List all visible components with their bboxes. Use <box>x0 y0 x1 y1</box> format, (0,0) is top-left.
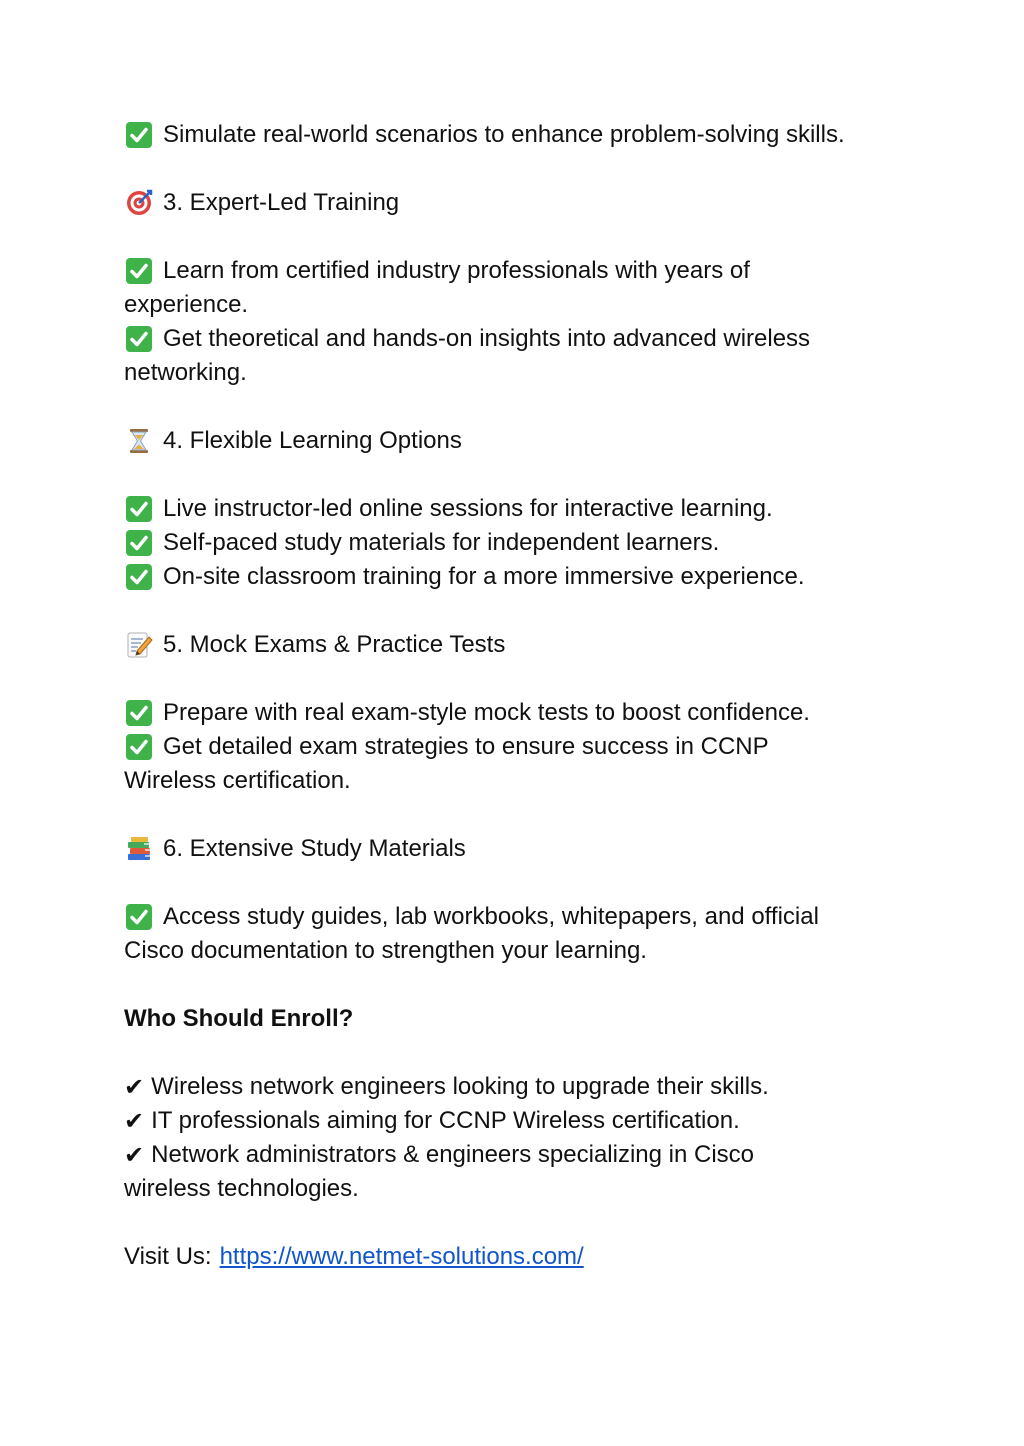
item-text: IT professionals aiming for CCNP Wireless certification. <box>151 1107 740 1134</box>
heavy-check-icon: ✔ <box>124 1141 145 1169</box>
list-item <box>124 118 924 152</box>
item-text: Learn from certified industry professionals with years of <box>163 257 750 284</box>
target-icon <box>124 188 154 218</box>
item-text: Wireless network engineers looking to upgrade their skills. <box>151 1073 769 1100</box>
list-item <box>124 526 924 560</box>
item-continuation: Wireless certification. <box>124 767 351 794</box>
heavy-check-icon: ✔ <box>124 1107 145 1135</box>
heavy-check-icon: ✔ <box>124 1073 145 1101</box>
item-continuation: wireless technologies. <box>124 1175 359 1202</box>
list-item <box>124 1104 924 1138</box>
item-text: Network administrators & engineers specializing in Cisco <box>151 1141 755 1168</box>
books-icon <box>124 834 154 864</box>
section-heading <box>124 424 924 458</box>
list-item <box>124 1070 924 1104</box>
item-text: Get theoretical and hands-on insights into advanced wireless <box>163 325 811 352</box>
section-heading <box>124 628 924 662</box>
check-mark-icon <box>124 562 154 592</box>
section-heading-enroll: Who Should Enroll? <box>124 1005 354 1032</box>
check-mark-icon <box>124 494 154 524</box>
check-mark-icon <box>124 698 154 728</box>
list-item <box>124 492 924 526</box>
check-mark-icon <box>124 256 154 286</box>
list-item <box>124 900 924 934</box>
section-heading <box>124 186 924 220</box>
check-mark-icon <box>124 732 154 762</box>
check-mark-icon <box>124 324 154 354</box>
section-title: 4. Flexible Learning Options <box>163 427 462 454</box>
visit-label: Visit Us: <box>124 1243 212 1270</box>
check-mark-icon <box>124 902 154 932</box>
memo-icon <box>124 630 154 660</box>
list-item <box>124 254 924 288</box>
item-text: On-site classroom training for a more immersive experience. <box>163 563 805 590</box>
document-page <box>124 118 924 1274</box>
visit-line <box>124 1240 924 1274</box>
hourglass-icon <box>124 426 154 456</box>
item-continuation: Cisco documentation to strengthen your learning. <box>124 937 647 964</box>
list-item <box>124 1138 924 1172</box>
website-link[interactable]: https://www.netmet-solutions.com/ <box>219 1243 584 1270</box>
section-title: 6. Extensive Study Materials <box>163 835 466 862</box>
section-heading <box>124 832 924 866</box>
list-item <box>124 322 924 356</box>
item-text: Get detailed exam strategies to ensure success in CCNP <box>163 733 769 760</box>
item-text: Access study guides, lab workbooks, whitepapers, and official <box>163 903 819 930</box>
list-item <box>124 696 924 730</box>
list-item <box>124 730 924 764</box>
item-text: Simulate real-world scenarios to enhance problem-solving skills. <box>163 121 845 148</box>
list-item <box>124 560 924 594</box>
item-continuation: experience. <box>124 291 249 318</box>
check-mark-icon <box>124 528 154 558</box>
section-title: 5. Mock Exams & Practice Tests <box>163 631 506 658</box>
item-text: Self-paced study materials for independent learners. <box>163 529 720 556</box>
item-text: Live instructor-led online sessions for interactive learning. <box>163 495 773 522</box>
section-title: 3. Expert-Led Training <box>163 189 400 216</box>
item-continuation: networking. <box>124 359 247 386</box>
check-mark-icon <box>124 120 154 150</box>
item-text: Prepare with real exam-style mock tests to boost confidence. <box>163 699 810 726</box>
